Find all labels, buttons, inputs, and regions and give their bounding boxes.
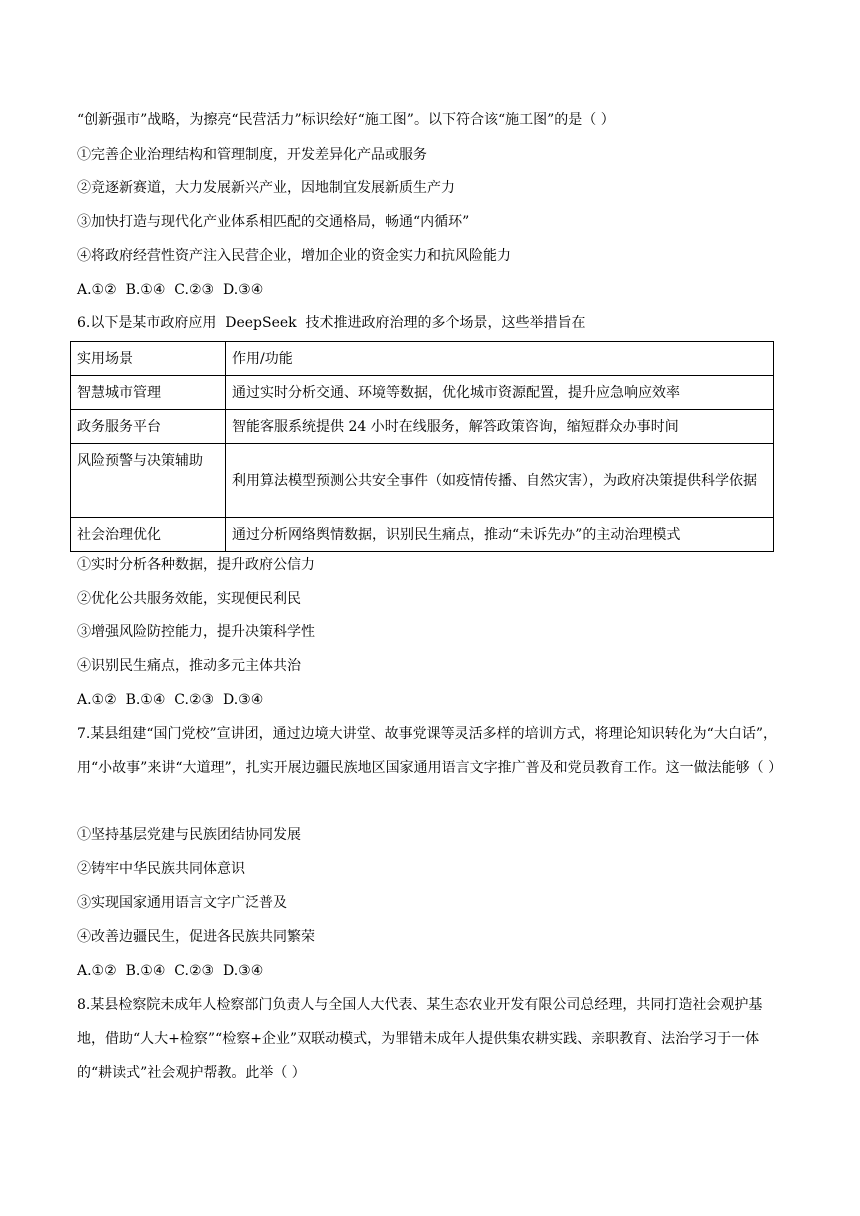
q6-scene-table — [70, 341, 774, 552]
q5-option-2: ②竞逐新赛道，大力发展新兴产业，因地制宜发展新质生产力 — [77, 180, 455, 196]
table-cell: 智能客服系统提供 24 小时在线服务，解答政策咨询，缩短群众办事时间 — [226, 410, 774, 444]
table-row — [71, 410, 774, 444]
table-cell: 通过实时分析交通、环境等数据，优化城市资源配置，提升应急响应效率 — [226, 376, 774, 410]
q5-option-3: ③加快打造与现代化产业体系相匹配的交通格局，畅通“内循环” — [77, 214, 470, 230]
table-cell: 通过分析网络舆情数据，识别民生痛点，推动“未诉先办”的主动治理模式 — [226, 518, 774, 552]
q7-stem: 7.某县组建“国门党校”宣讲团，通过边境大讲堂、故事党课等灵活多样的培训方式，将理论知识转化为“大白话”，用“小故事”来讲“大道理”，扎实开展边疆民族地区国家通用语言文字推广普及和党员教育工作。这一做法能够（ ） — [77, 726, 783, 776]
q6-option-3: ③增强风险防控能力，提升决策科学性 — [77, 624, 315, 640]
table-row — [71, 376, 774, 410]
q8-stem: 8.某县检察院未成年人检察部门负责人与全国人大代表、某生态农业开发有限公司总经理，共同打造社会观护基地，借助“人大+检察”“检察+企业”双联动模式，为罪错未成年人提供集农耕实践、亲职教育、法治学习于一体的“耕读式”社会观护帮教。此举（ ） — [77, 997, 763, 1081]
q5-choices: A.①② B.①④ C.②③ D.③④ — [77, 282, 264, 298]
q7-option-2: ②铸牢中华民族共同体意识 — [77, 861, 245, 877]
table-header-row — [71, 342, 774, 376]
table-cell: 风险预警与决策辅助 — [71, 444, 226, 518]
q5-stem-tail: “创新强市”战略，为擦亮“民营活力”标识绘好“施工图”。以下符合该“施工图”的是（ ） — [77, 112, 615, 128]
table-header-cell: 作用/功能 — [226, 342, 774, 376]
q6-stem: 6.以下是某市政府应用 DeepSeek 技术推进政府治理的多个场景，这些举措旨在 — [77, 315, 586, 331]
q7-option-3: ③实现国家通用语言文字广泛普及 — [77, 895, 287, 911]
q5-option-1: ①完善企业治理结构和管理制度，开发差异化产品或服务 — [77, 147, 427, 163]
q6-option-2: ②优化公共服务效能，实现便民利民 — [77, 591, 301, 607]
table-row — [71, 518, 774, 552]
table-header-cell: 实用场景 — [71, 342, 226, 376]
table-cell: 社会治理优化 — [71, 518, 226, 552]
q7-option-4: ④改善边疆民生，促进各民族共同繁荣 — [77, 929, 315, 945]
table-cell: 利用算法模型预测公共安全事件（如疫情传播、自然灾害），为政府决策提供科学依据 — [226, 444, 774, 518]
q6-choices: A.①② B.①④ C.②③ D.③④ — [77, 692, 264, 708]
q6-option-4: ④识别民生痛点，推动多元主体共治 — [77, 658, 301, 674]
q7-choices: A.①② B.①④ C.②③ D.③④ — [77, 963, 264, 979]
table-cell: 政务服务平台 — [71, 410, 226, 444]
q5-option-4: ④将政府经营性资产注入民营企业，增加企业的资金实力和抗风险能力 — [77, 248, 511, 264]
q6-option-1: ①实时分析各种数据，提升政府公信力 — [77, 557, 315, 573]
table-row — [71, 444, 774, 518]
q7-option-1: ①坚持基层党建与民族团结协同发展 — [77, 827, 301, 843]
table-cell: 智慧城市管理 — [71, 376, 226, 410]
